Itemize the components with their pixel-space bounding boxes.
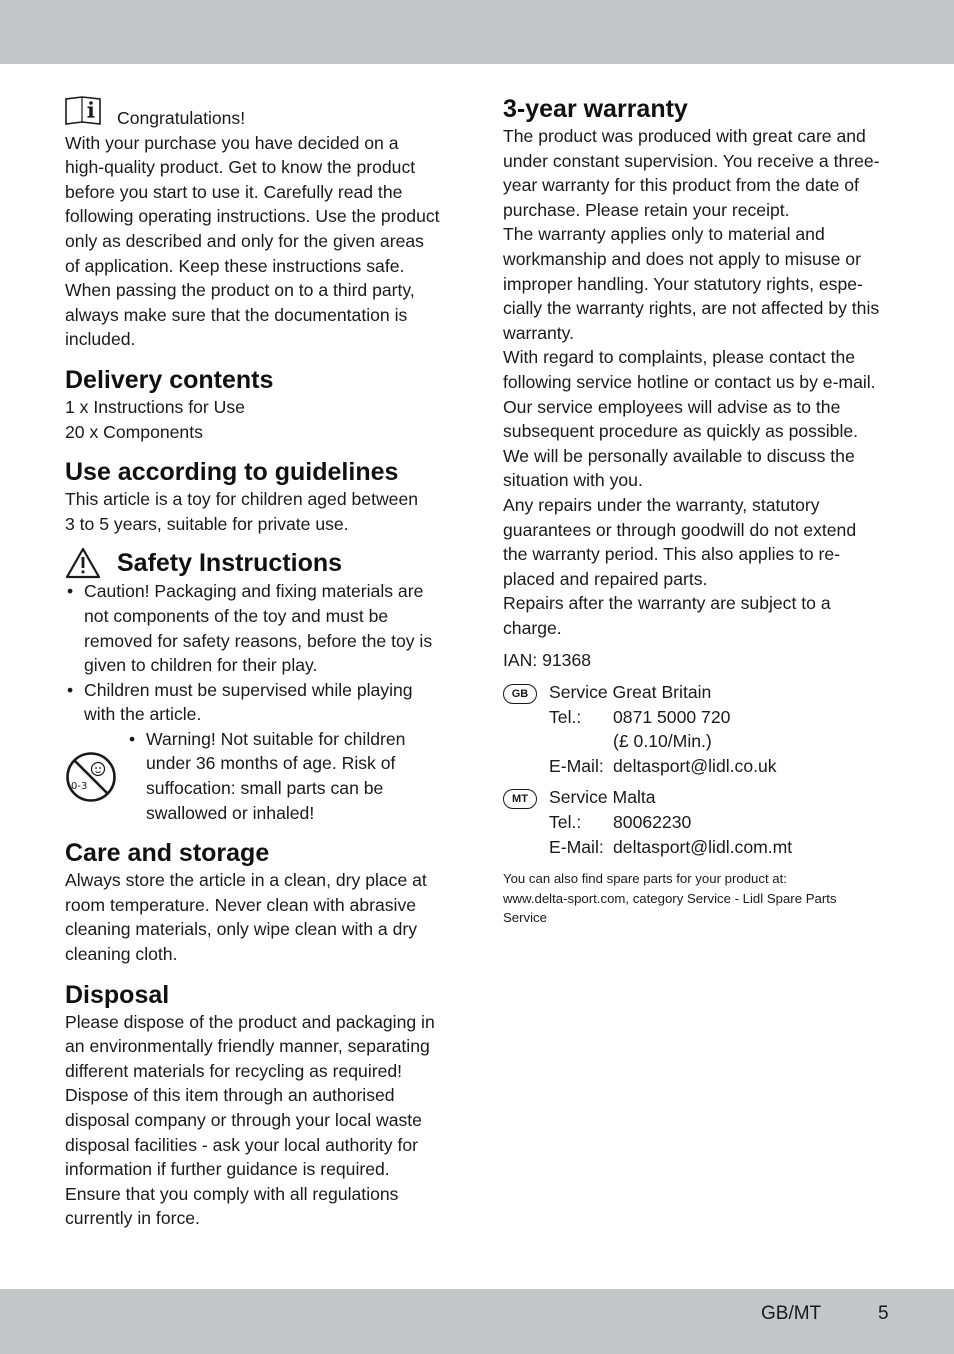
service-mt-tel-row [549,810,792,835]
bullet-line: swallowed or inhaled! [146,802,315,823]
service-malta [503,785,898,859]
spacer [549,729,613,754]
bullet-line: suffocation: small parts can be [146,778,384,799]
warranty-line: year warranty for this product from the date of [503,175,859,196]
email-label: E-Mail: [549,755,604,776]
tel-label: Tel.: [549,812,582,833]
bullet-line: • Warning! Not suitable for children [146,728,406,749]
guidelines-line: 3 to 5 years, suitable for private use. [65,513,349,534]
spare-parts-line: www.delta-sport.com, category Service - Lidl Spare Parts [503,890,837,906]
service-gb-tel-note-row [549,729,777,754]
warranty-section [503,94,898,640]
warranty-line: under constant supervision. You receive a three- [503,150,880,171]
warranty-line: subsequent procedure as quickly as possible. [503,421,859,442]
age-warning-list [127,727,427,825]
care-line: cleaning materials, only wipe clean with a dry [65,919,418,940]
disposal-line: different materials for recycling as required! [65,1060,403,1081]
footer-language: GB/MT [761,1303,822,1324]
disposal-heading: Disposal [65,980,170,1009]
warranty-line: With regard to complaints, please contact the [503,347,856,368]
intro-line: high-quality product. Get to know the product [65,157,416,178]
safety-bullet-list [65,579,450,727]
intro-line: only as described and only for the given areas [65,230,424,251]
intro-line: With your purchase you have decided on a [65,132,399,153]
info-book-icon [65,96,101,126]
disposal-line: currently in force. [65,1208,200,1229]
safety-heading-row [65,547,450,579]
spare-parts-note [503,869,898,928]
delivery-contents-section [65,365,450,444]
bullet-line: given to children for their play. [84,655,318,676]
intro-line: before you start to use it. Carefully read the [65,181,403,202]
disposal-line: information if further guidance is required. [65,1159,390,1180]
delivery-item: 1 x Instructions for Use [65,396,245,417]
disposal-line: Ensure that you comply with all regulations [65,1183,399,1204]
warranty-line: situation with you. [503,470,643,491]
warranty-line: The product was produced with great care and [503,126,866,146]
delivery-contents-heading: Delivery contents [65,365,274,394]
service-gb-tel-row [549,705,777,730]
warranty-line: purchase. Please retain your receipt. [503,199,790,220]
service-gb-name: Service Great Britain [549,682,712,703]
warranty-line: Repairs after the warranty are subject to a [503,593,831,614]
not-for-under-3-icon [65,751,117,803]
warranty-heading: 3-year warranty [503,95,688,123]
mt-country-badge: MT [503,789,537,809]
header-bar [0,0,954,64]
intro-line: following operating instructions. Use the product [65,206,440,227]
disposal-section [65,980,450,1231]
safety-bullet [65,678,450,727]
disposal-line: disposal company or through your local waste [65,1110,422,1130]
safety-heading: Safety Instructions [117,549,343,578]
tel-note: (£ 0.10/Min.) [613,731,712,752]
guidelines-section [65,457,450,536]
spare-parts-line: You can also find spare parts for your product at: [503,871,787,887]
care-line: Always store the article in a clean, dry place at [65,870,427,891]
disposal-line: Dispose of this item through an authorised [65,1085,395,1106]
tel-label: Tel.: [549,706,582,727]
service-mt-mail-row [549,835,792,860]
service-mt-details [549,785,792,859]
age-warning-block [65,727,450,825]
intro-line: included. [65,329,136,350]
page-number: 5 [878,1303,889,1324]
warranty-line: the warranty period. This also applies to re- [503,544,841,565]
intro-line: When passing the product on to a third party, [65,280,415,301]
warning-triangle-icon [65,547,101,579]
care-line: room temperature. Never clean with abrasive [65,894,417,915]
service-gb-mail-row [549,754,777,779]
care-section [65,838,450,966]
ian-number: IAN: 91368 [503,650,592,671]
bullet-line: with the article. [84,704,202,725]
disposal-line: an environmentally friendly manner, separating [65,1036,430,1057]
service-gb-details [549,680,777,778]
tel-value: 0871 5000 720 [613,706,731,727]
email-value: deltasport@lidl.com.mt [613,836,793,857]
right-column [503,94,898,928]
age-icon-label: 0-3 [71,780,88,792]
email-value: deltasport@lidl.co.uk [613,755,777,776]
guidelines-heading: Use according to guidelines [65,458,399,487]
age-warning-bullet [127,727,427,825]
warranty-line: workmanship and does not apply to misuse or [503,248,861,269]
warranty-line: following service hotline or contact us by e-mail. [503,371,876,392]
intro-line: always make sure that the documentation is [65,304,408,325]
email-label: E-Mail: [549,836,604,857]
bullet-line: • Caution! Packaging and fixing materials are [84,581,424,602]
bullet-line: • Children must be supervised while playing [84,679,413,700]
left-column [65,96,450,1231]
bullet-line: removed for safety reasons, before the toy is [84,630,433,651]
intro-text [65,131,450,352]
care-heading: Care and storage [65,839,270,868]
warranty-line: Any repairs under the warranty, statutory [503,494,820,515]
guidelines-line: This article is a toy for children aged between [65,489,419,510]
delivery-item: 20 x Components [65,421,203,442]
service-mt-name: Service Malta [549,787,656,808]
care-line: cleaning cloth. [65,944,178,965]
safety-section [65,547,450,825]
spare-parts-line: Service [503,910,547,926]
warranty-line: charge. [503,617,562,638]
safety-bullet [65,579,450,677]
warranty-line: The warranty applies only to material and [503,224,825,245]
disposal-line: Please dispose of the product and packaging in [65,1011,435,1032]
warranty-line: We will be personally available to discuss the [503,445,855,466]
warranty-line: improper handling. Your statutory rights, espe- [503,273,863,294]
congratulations-heading: Congratulations! [117,108,246,128]
warranty-line: guarantees or through goodwill do not extend [503,519,857,540]
warranty-line: placed and repaired parts. [503,568,708,589]
intro-section [65,96,450,352]
gb-country-badge: GB [503,684,537,704]
bullet-line: not components of the toy and must be [84,605,389,626]
disposal-line: disposal facilities - ask your local authority for [65,1134,419,1155]
warranty-line: warranty. [503,322,575,343]
warranty-line: cially the warranty rights, are not affected by this [503,298,880,319]
intro-line: of application. Keep these instructions safe. [65,255,405,276]
warranty-line: Our service employees will advise as to the [503,396,841,417]
bullet-line: under 36 months of age. Risk of [146,753,396,774]
service-great-britain [503,680,898,778]
tel-value: 80062230 [613,812,692,833]
